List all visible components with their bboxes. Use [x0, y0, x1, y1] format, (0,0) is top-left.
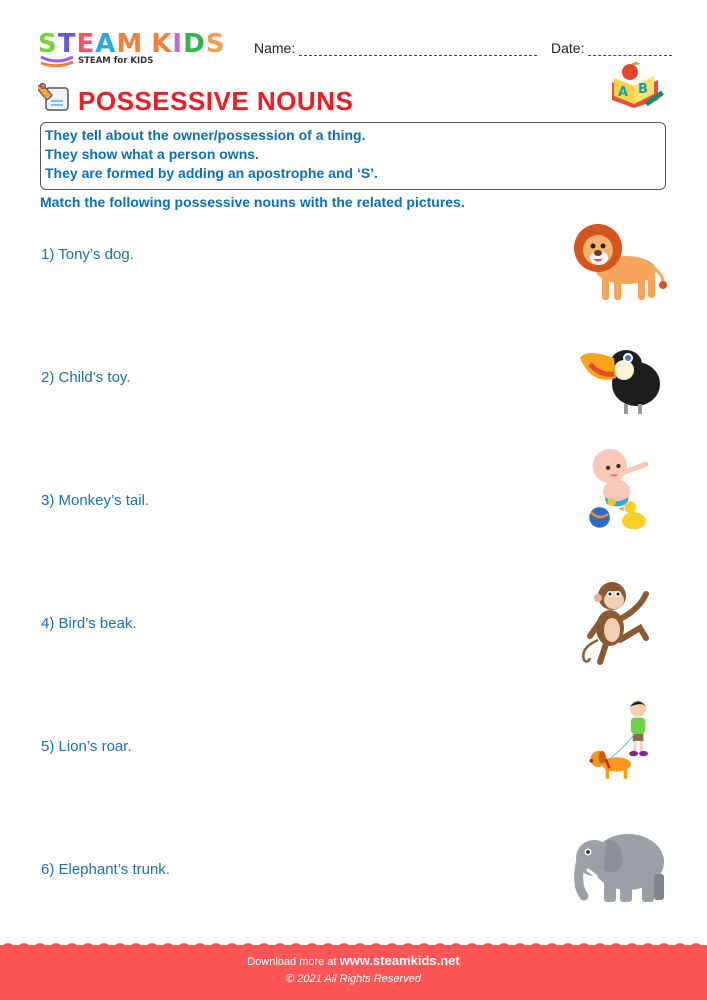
- logo-letter: A: [95, 29, 117, 59]
- name-label: Name:: [254, 40, 296, 56]
- download-link[interactable]: www.steamkids.net: [339, 953, 460, 968]
- logo-letter: S: [205, 29, 226, 59]
- definition-line: They show what a person owns.: [45, 146, 259, 162]
- download-prefix: Download more at: [247, 956, 337, 968]
- lion-icon: [566, 218, 676, 308]
- name-field[interactable]: [254, 40, 537, 56]
- definition-line: They are formed by adding an apostrophe and ‘S’.: [45, 165, 378, 181]
- scroll-pencil-icon: [38, 82, 72, 112]
- logo-letter: T: [57, 29, 77, 59]
- match-item: 2) Child’s toy.: [41, 369, 131, 386]
- match-item: 5) Lion’s roar.: [41, 738, 132, 755]
- logo-letter: M: [116, 29, 144, 59]
- monkey-icon: [566, 578, 676, 668]
- logo-letter: D: [183, 29, 206, 59]
- svg-text:B: B: [638, 82, 648, 97]
- footer: [0, 945, 707, 1000]
- logo-subtitle: STEAM for KIDS: [78, 56, 154, 66]
- date-line[interactable]: [588, 43, 672, 56]
- abc-book-apple-icon: [608, 60, 664, 112]
- boy-walking-dog-icon: [566, 696, 676, 786]
- logo-letter: S: [38, 29, 58, 59]
- copyright: © 2021 All Rights Reserved: [286, 973, 421, 985]
- date-label: Date:: [551, 40, 585, 56]
- logo-letter: I: [172, 29, 184, 59]
- match-item: 3) Monkey’s tail.: [41, 492, 150, 509]
- match-item: 6) Elephant’s trunk.: [41, 861, 170, 878]
- definition-line: They tell about the owner/possession of a thing.: [45, 127, 366, 143]
- elephant-icon: [566, 818, 676, 908]
- baby-with-toys-icon: [566, 442, 676, 532]
- match-item: 1) Tony’s dog.: [41, 246, 134, 263]
- svg-text:A: A: [618, 85, 629, 100]
- page-title: POSSESSIVE NOUNS: [78, 86, 354, 116]
- match-item: 4) Bird’s beak.: [41, 615, 137, 632]
- date-field[interactable]: [551, 40, 672, 56]
- steam-kids-logo: [38, 30, 233, 72]
- definition-box: [40, 122, 666, 190]
- instructions: Match the following possessive nouns with the related pictures.: [40, 194, 465, 210]
- name-line[interactable]: [299, 43, 537, 56]
- logo-letter: E: [76, 29, 96, 59]
- logo-letter: K: [151, 29, 173, 59]
- toucan-icon: [566, 332, 676, 422]
- footer-download: [0, 953, 707, 968]
- logo-swoosh-icon: [40, 54, 74, 68]
